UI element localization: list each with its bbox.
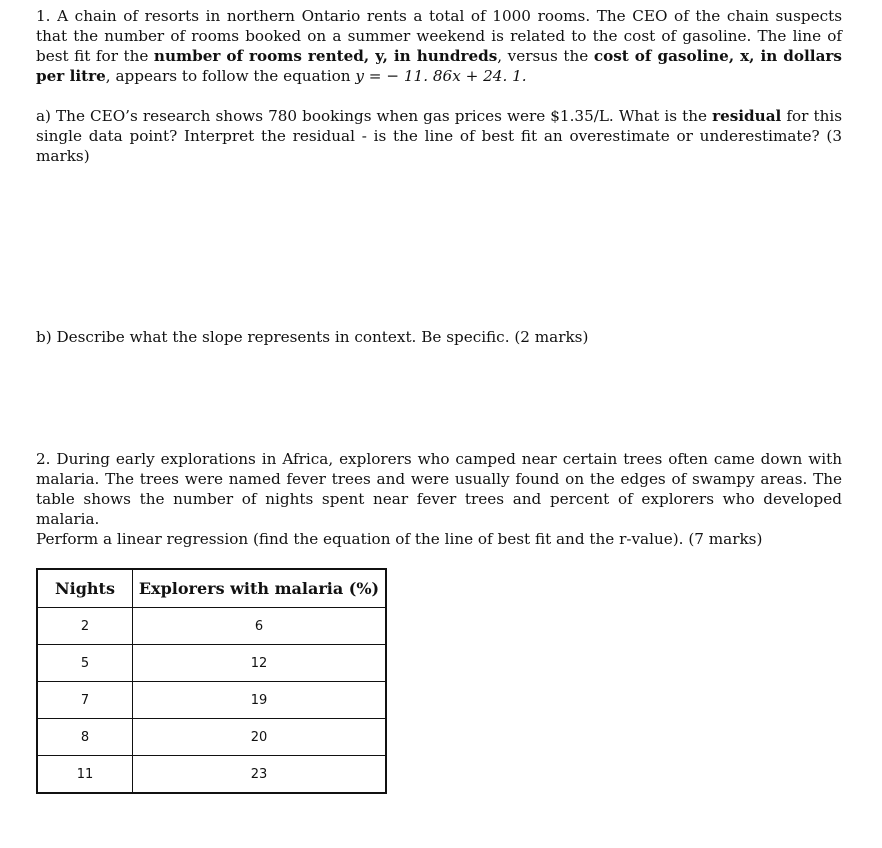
q1a-bold-residual: residual	[712, 107, 782, 125]
q1-text-3: , appears to follow the equation	[105, 67, 356, 85]
cell-nights: 8	[37, 719, 133, 756]
question-2-prompt: Perform a linear regression (find the equation of the line of best fit and the r-value). (7 marks)	[36, 530, 763, 548]
cell-malaria-percent: 12	[133, 645, 387, 682]
header-nights: Nights	[37, 569, 133, 608]
cell-nights: 7	[37, 682, 133, 719]
header-explorers-malaria: Explorers with malaria (%)	[133, 569, 387, 608]
cell-malaria-percent: 6	[133, 608, 387, 645]
q1-equation: y = − 11. 86x + 24. 1.	[355, 67, 527, 85]
cell-malaria-percent: 23	[133, 756, 387, 794]
cell-nights: 2	[37, 608, 133, 645]
table-row	[37, 719, 386, 756]
cell-nights: 5	[37, 645, 133, 682]
q1-bold-x-variable: cost of gasoline, x, in dollars per litre	[36, 47, 842, 85]
cell-malaria-percent: 19	[133, 682, 387, 719]
malaria-data-table	[36, 568, 387, 794]
question-1b: b) Describe what the slope represents in context. Be specific. (2 marks)	[36, 328, 589, 346]
table-header-row	[37, 569, 386, 608]
question-2-intro: 2. During early explorations in Africa, explorers who camped near certain trees often came down with malaria. The trees were named fever trees and were usually found on the edges of swampy areas. The table shows the number of nights spent near fever trees and percent of explorers who developed malaria.	[36, 450, 842, 528]
q1-text-1: 1. A chain of resorts in northern Ontario rents a total of 1000 rooms. The CEO of the chain suspects that the number of rooms booked on a summer weekend is related to the cost of gasoline. The line of best fit for the	[36, 7, 842, 65]
table-row	[37, 682, 386, 719]
q1a-text-2: for this single data point? Interpret the residual - is the line of best fit an overestimate or underestimate? (3 marks)	[36, 107, 843, 165]
cell-nights: 11	[37, 756, 133, 794]
cell-malaria-percent: 20	[133, 719, 387, 756]
table-row	[37, 756, 386, 794]
table-row	[37, 608, 386, 645]
q1-bold-y-variable: number of rooms rented, y, in hundreds	[153, 47, 498, 65]
question-1a	[36, 106, 842, 166]
question-1-intro	[36, 6, 842, 86]
q1a-text-1: a) The CEO’s research shows 780 bookings when gas prices were $1.35/L. What is the	[36, 107, 713, 125]
table-row	[37, 645, 386, 682]
q1-text-2: , versus the	[497, 47, 594, 65]
